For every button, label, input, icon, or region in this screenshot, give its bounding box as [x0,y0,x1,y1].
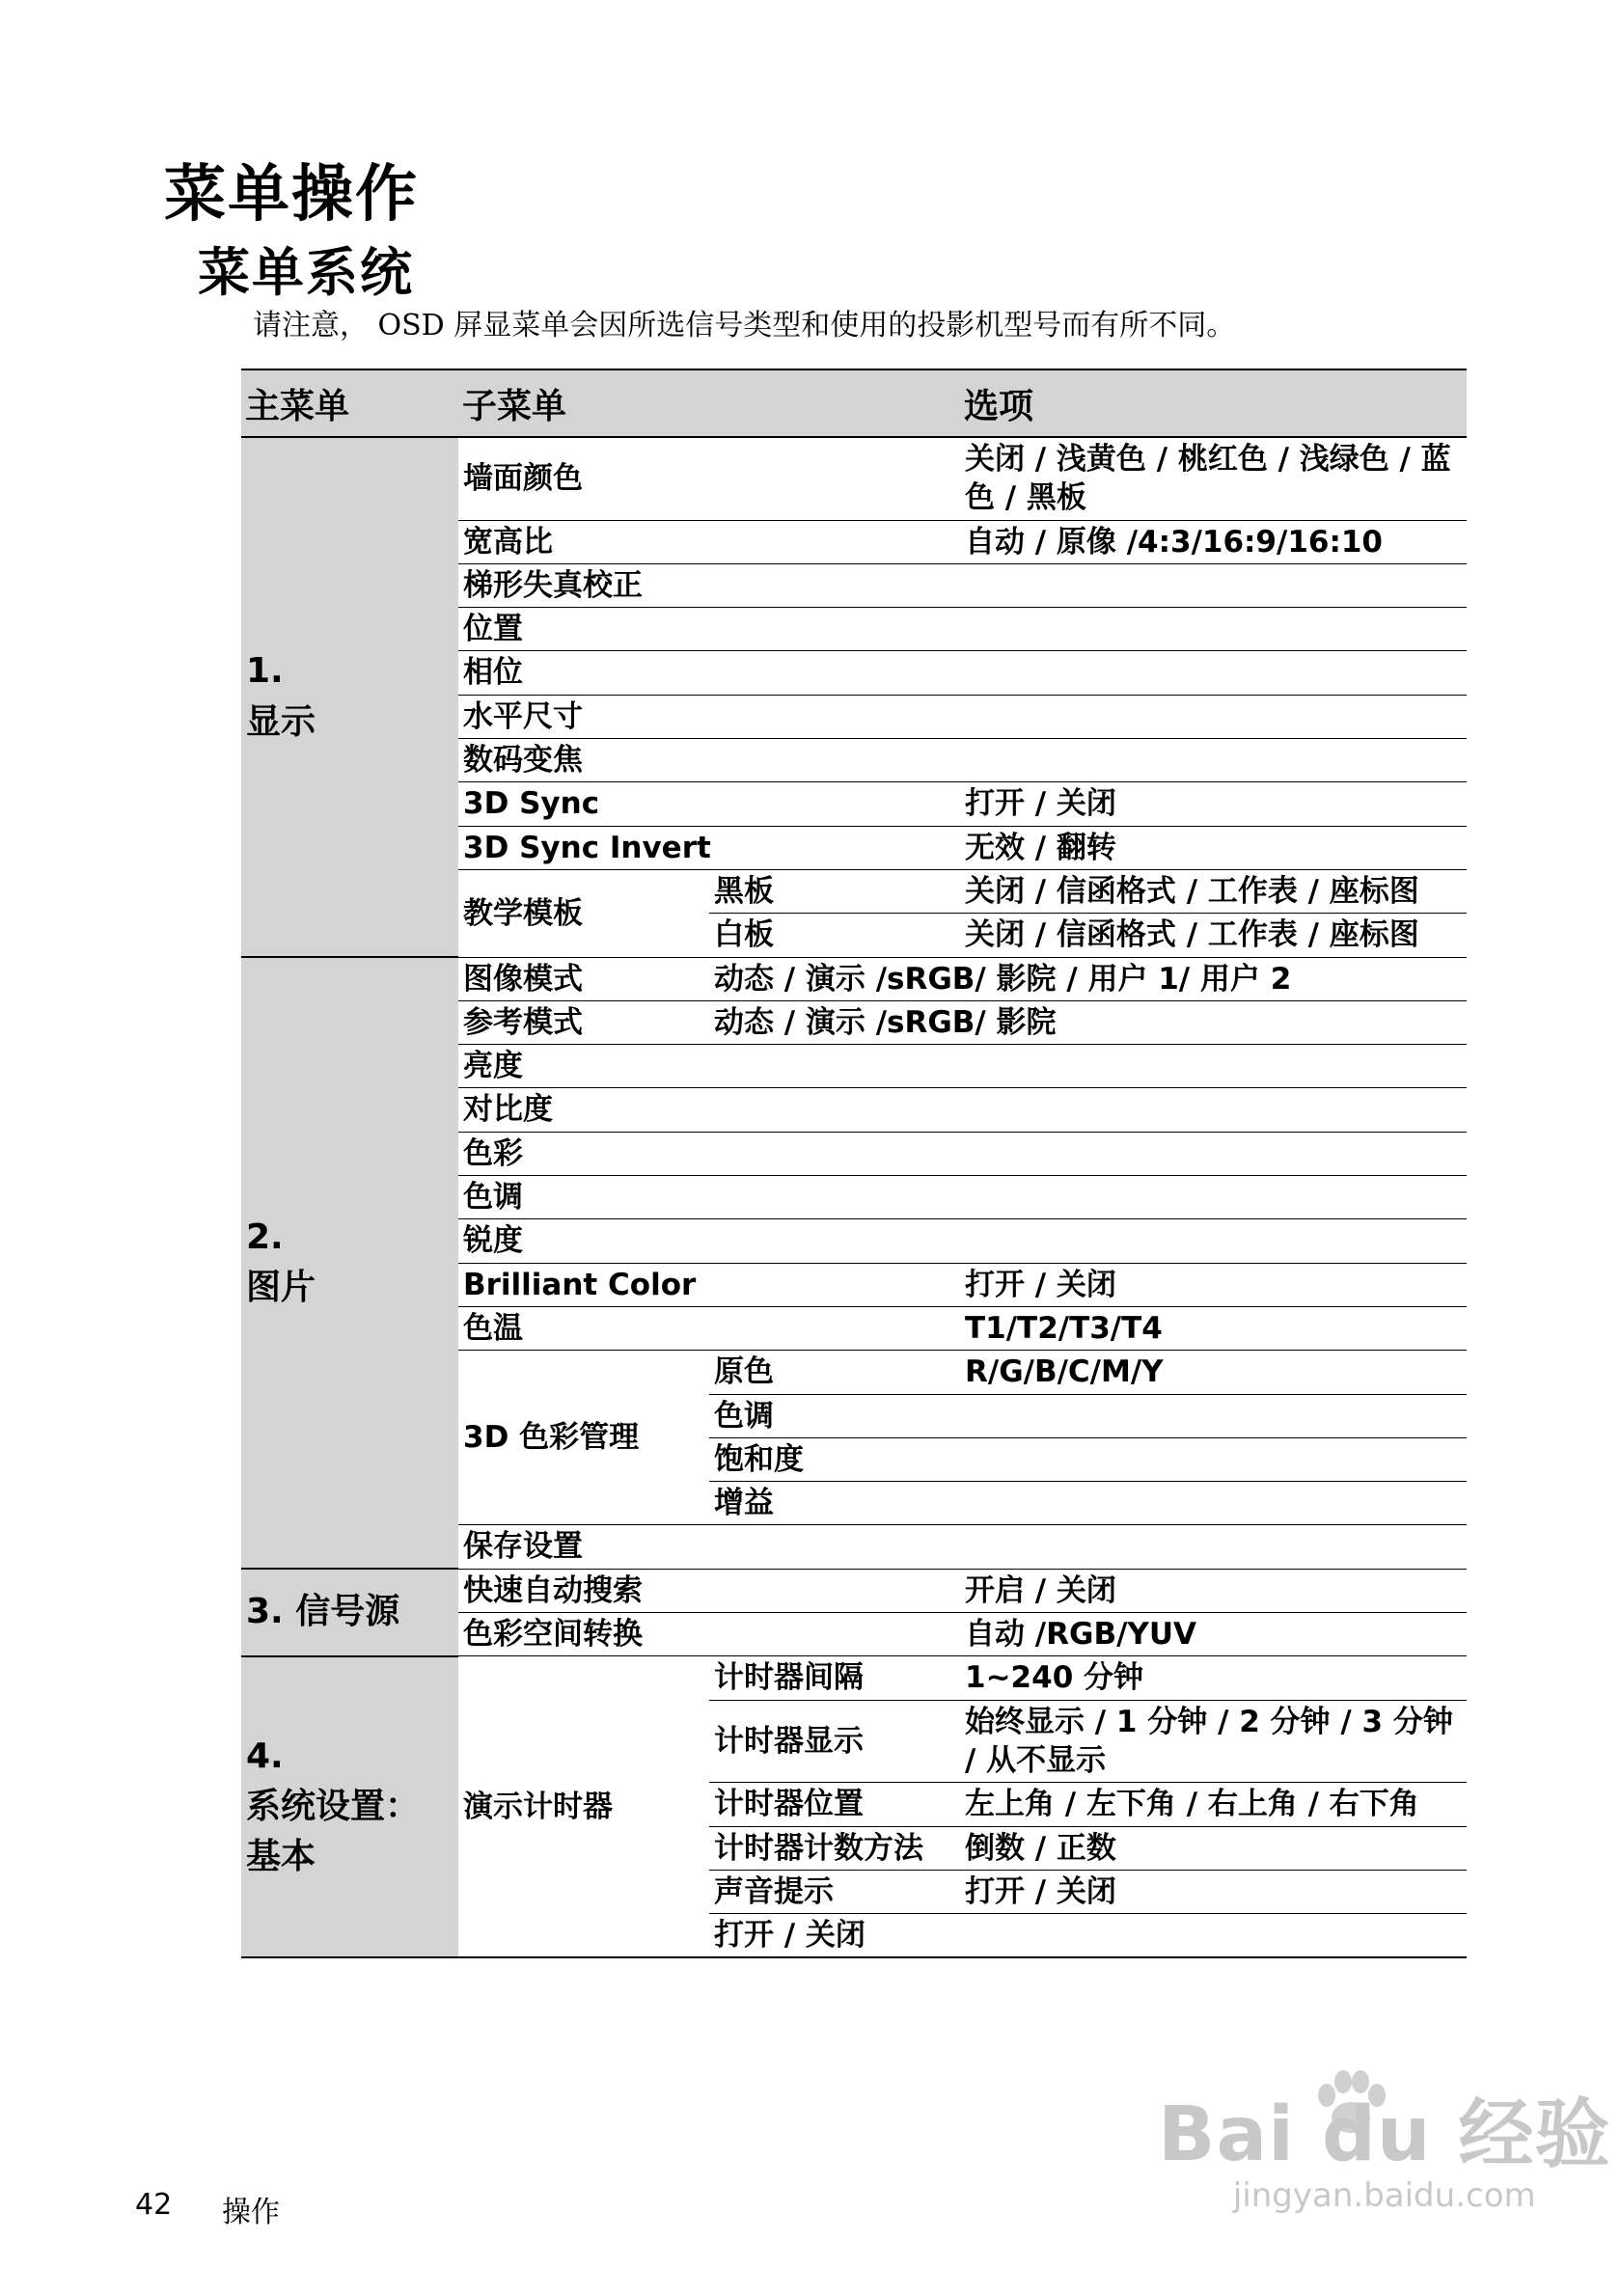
options-cell [960,1176,1467,1219]
options-cell: 打开 / 关闭 [960,782,1467,826]
options-cell [960,1045,1467,1088]
options-cell: 关闭 / 信函格式 / 工作表 / 座标图 [960,914,1467,957]
options-cell: 关闭 / 浅黄色 / 桃红色 / 浅绿色 / 蓝色 / 黑板 [960,437,1467,520]
options-cell: 1~240 分钟 [960,1656,1467,1700]
submenu-cell: 保存设置 [458,1525,960,1569]
options-cell [960,608,1467,651]
baidu-jingyan-watermark: Bai du 经验 jingyan.baidu.com [1158,2091,1611,2215]
submenu-cell: 演示计时器 [458,1656,709,1958]
subsubmenu-cell: 打开 / 关闭 [709,1914,960,1958]
submenu-cell: 梯形失真校正 [458,563,960,607]
table-row [241,1569,1467,1612]
options-cell: 自动 / 原像 /4:3/16:9/16:10 [960,520,1467,563]
options-cell [960,1914,1467,1958]
osd-note: 请注意， OSD 屏显菜单会因所选信号类型和使用的投影机型号而有所不同。 [253,309,1236,342]
subsubmenu-cell: 原色 [709,1351,960,1394]
main-menu-display: 1. 显示 [241,437,458,957]
main-menu-source: 3. 信号源 [241,1569,458,1656]
subsubmenu-cell: 计时器位置 [709,1783,960,1826]
options-cell [960,1437,1467,1481]
footer-section-label: 操作 [222,2196,280,2229]
subsubmenu-cell: 增益 [709,1482,960,1525]
header-options: 选项 [960,369,1467,437]
submenu-cell: 3D 色彩管理 [458,1351,709,1525]
subsubmenu-cell: 计时器间隔 [709,1656,960,1700]
submenu-cell: 相位 [458,651,960,695]
submenu-cell: 亮度 [458,1045,960,1088]
submenu-cell: 3D Sync [458,782,960,826]
options-cell [960,1394,1467,1437]
subsubmenu-cell: 声音提示 [709,1870,960,1913]
options-cell: 动态 / 演示 /sRGB/ 影院 [709,1000,1467,1044]
options-cell: 动态 / 演示 /sRGB/ 影院 / 用户 1/ 用户 2 [709,957,1467,1000]
submenu-cell: 3D Sync Invert [458,826,960,869]
submenu-cell: 水平尺寸 [458,695,960,738]
submenu-cell: 宽高比 [458,520,960,563]
submenu-cell: 图像模式 [458,957,709,1000]
subsubmenu-cell: 色调 [709,1394,960,1437]
header-main-menu: 主菜单 [241,369,458,437]
menu-table [241,369,1467,1958]
submenu-cell: 教学模板 [458,869,709,957]
options-cell [960,695,1467,738]
subsubmenu-cell: 计时器计数方法 [709,1826,960,1870]
options-cell [960,1525,1467,1569]
section-title: 菜单系统 [198,242,414,303]
options-cell [960,651,1467,695]
table-row [241,957,1467,1000]
page-title: 菜单操作 [164,159,419,231]
submenu-cell: 色彩 [458,1132,960,1175]
options-cell: 打开 / 关闭 [960,1263,1467,1306]
options-cell: 开启 / 关闭 [960,1569,1467,1612]
table-row [241,437,1467,520]
options-cell [960,1482,1467,1525]
options-cell: 自动 /RGB/YUV [960,1613,1467,1656]
submenu-cell: 色彩空间转换 [458,1613,960,1656]
options-cell: T1/T2/T3/T4 [960,1306,1467,1350]
options-cell: 打开 / 关闭 [960,1870,1467,1913]
submenu-cell: 数码变焦 [458,739,960,782]
submenu-cell: 锐度 [458,1219,960,1263]
subsubmenu-cell: 白板 [709,914,960,957]
submenu-cell: 对比度 [458,1088,960,1132]
submenu-cell: 快速自动搜索 [458,1569,960,1612]
submenu-cell: 色温 [458,1306,960,1350]
page-number: 42 [135,2188,173,2222]
options-cell [960,1219,1467,1263]
subsubmenu-cell: 计时器显示 [709,1700,960,1783]
options-cell [960,1132,1467,1175]
table-row [241,1656,1467,1700]
options-cell: 左上角 / 左下角 / 右上角 / 右下角 [960,1783,1467,1826]
submenu-cell: Brilliant Color [458,1263,960,1306]
options-cell [960,563,1467,607]
submenu-cell: 墙面颜色 [458,437,960,520]
subsubmenu-cell: 黑板 [709,869,960,913]
options-cell: 倒数 / 正数 [960,1826,1467,1870]
subsubmenu-cell: 饱和度 [709,1437,960,1481]
options-cell: 关闭 / 信函格式 / 工作表 / 座标图 [960,869,1467,913]
options-cell: 无效 / 翻转 [960,826,1467,869]
submenu-cell: 色调 [458,1176,960,1219]
table-header-row [241,369,1467,437]
header-sub-menu: 子菜单 [458,369,960,437]
main-menu-picture: 2. 图片 [241,957,458,1569]
main-menu-system-basic: 4. 系统设置： 基本 [241,1656,458,1958]
options-cell [960,1088,1467,1132]
options-cell: 始终显示 / 1 分钟 / 2 分钟 / 3 分钟 / 从不显示 [960,1700,1467,1783]
submenu-cell: 参考模式 [458,1000,709,1044]
submenu-cell: 位置 [458,608,960,651]
options-cell [960,739,1467,782]
options-cell: R/G/B/C/M/Y [960,1351,1467,1394]
